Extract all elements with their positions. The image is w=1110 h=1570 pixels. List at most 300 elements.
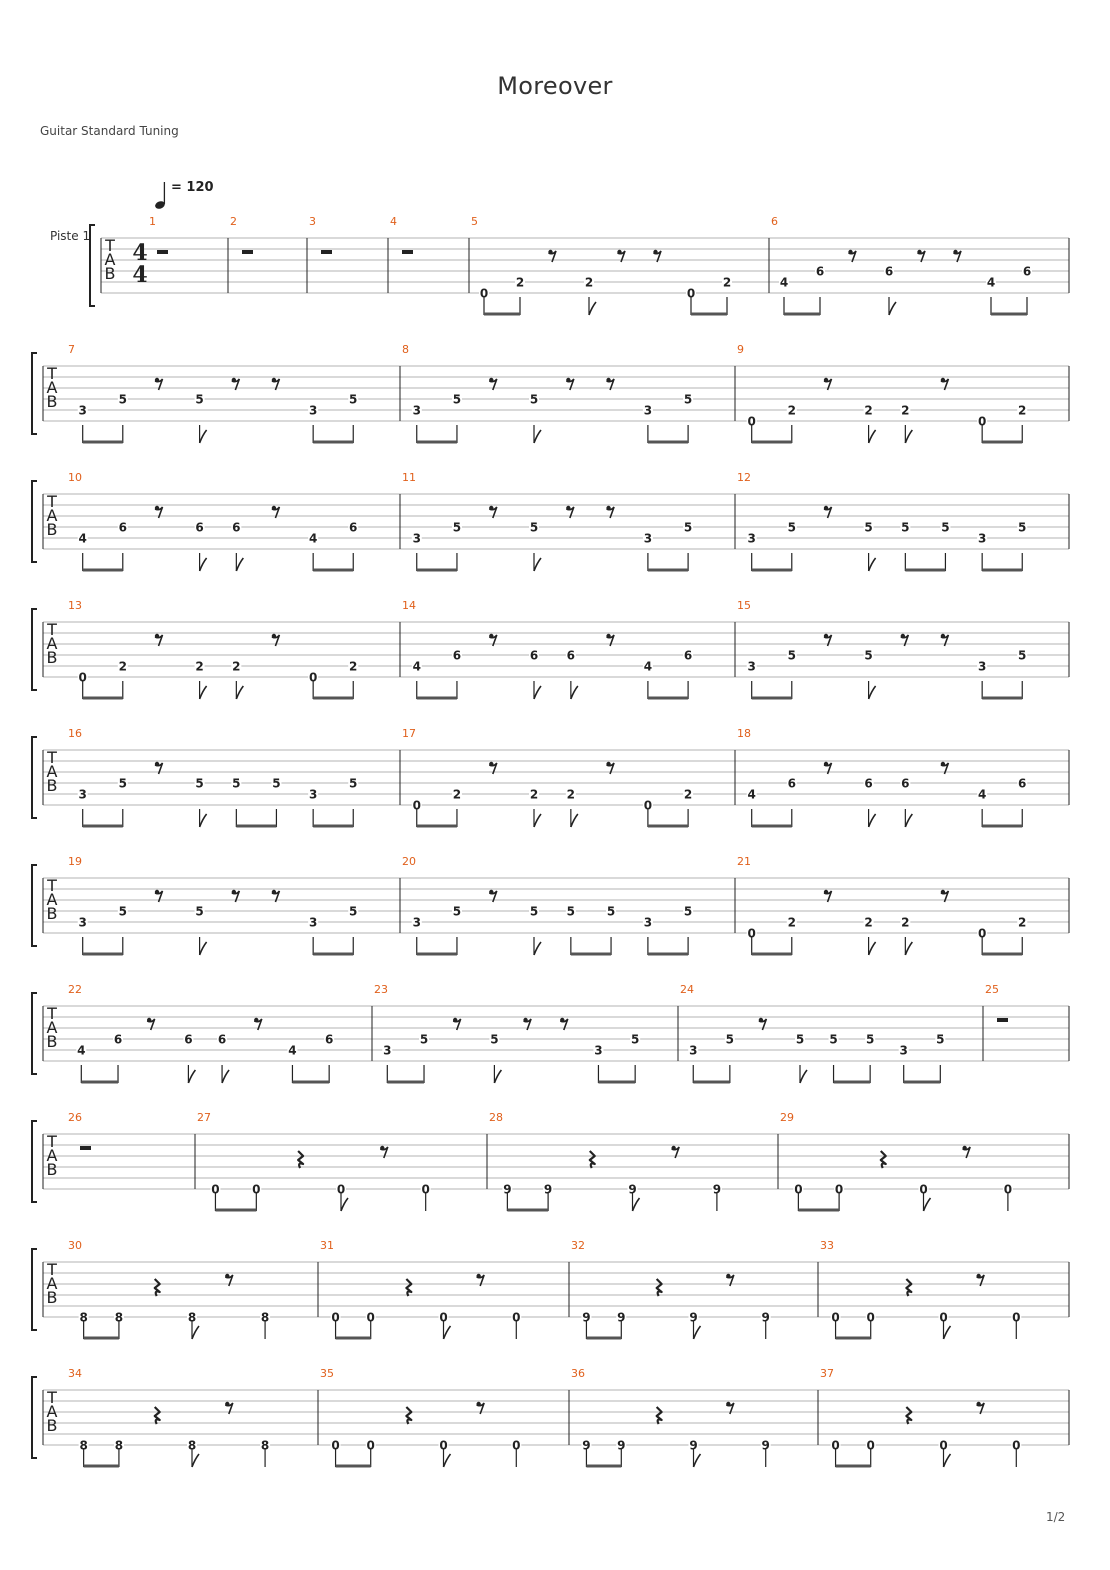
beam [982, 697, 1022, 700]
tab-clef-letter: B [46, 1032, 58, 1051]
fret-number: 6 [815, 264, 825, 279]
tab-clef-letter: B [46, 1288, 58, 1307]
fret-number: 6 [683, 648, 693, 663]
bar-number: 10 [68, 471, 82, 484]
fret-number: 9 [543, 1182, 553, 1197]
quarter-rest-icon [298, 1151, 303, 1168]
fret-number: 2 [683, 787, 693, 802]
eighth-flag-icon [869, 558, 876, 571]
fret-number: 2 [1018, 403, 1027, 418]
fret-number: 6 [1018, 776, 1027, 791]
bar-number: 9 [737, 343, 744, 356]
fret-number: 6 [787, 776, 796, 791]
eighth-flag-icon [905, 430, 912, 443]
tab-clef-letter: A [46, 634, 58, 653]
fret-number: 2 [529, 787, 539, 802]
fret-number: 0 [336, 1182, 346, 1197]
fret-number: 2 [349, 659, 358, 674]
fret-number: 0 [78, 670, 87, 685]
beam [904, 1081, 941, 1084]
fret-number: 2 [901, 403, 910, 418]
page-number: 1/2 [1046, 1510, 1066, 1524]
fret-number: 5 [452, 904, 462, 919]
quarter-rest-icon [657, 1279, 662, 1296]
bar-number: 23 [374, 983, 388, 996]
beam [292, 1081, 329, 1084]
tab-clef-letter: B [46, 1160, 58, 1179]
beam [982, 953, 1022, 956]
tab-clef-letter: T [47, 876, 57, 895]
fret-number: 0 [919, 1182, 928, 1197]
eighth-flag-icon [534, 942, 541, 955]
eighth-flag-icon [192, 1326, 199, 1339]
quarter-rest-icon [906, 1279, 911, 1296]
fret-number: 5 [683, 904, 693, 919]
fret-number: 4 [977, 787, 987, 802]
fret-number: 5 [349, 904, 358, 919]
fret-number: 3 [308, 915, 318, 930]
fret-number: 0 [831, 1438, 840, 1453]
fret-number: 2 [232, 659, 241, 674]
eighth-flag-icon [236, 686, 243, 699]
eighth-flag-icon [571, 686, 578, 699]
bar-number: 17 [402, 727, 416, 740]
beam [836, 1337, 871, 1340]
bar-number: 24 [680, 983, 694, 996]
fret-number: 0 [439, 1310, 448, 1325]
fret-number: 2 [515, 275, 525, 290]
eighth-flag-icon [571, 814, 578, 827]
fret-number: 3 [747, 659, 756, 674]
tab-clef-letter: A [46, 1274, 58, 1293]
eighth-flag-icon [800, 1070, 807, 1083]
beam [752, 441, 792, 444]
tab-clef-letter: A [46, 1146, 58, 1165]
fret-number: 4 [779, 275, 789, 290]
system-bracket [90, 225, 95, 306]
tab-clef-letter: B [46, 776, 58, 795]
score-title: Moreover [497, 72, 613, 100]
fret-number: 9 [617, 1310, 626, 1325]
eighth-flag-icon [444, 1326, 451, 1339]
fret-number: 8 [187, 1438, 197, 1453]
beam [586, 1337, 621, 1340]
beam [752, 825, 792, 828]
track-name: Piste 1 [50, 229, 91, 243]
eighth-flag-icon [694, 1326, 701, 1339]
fret-number: 0 [1012, 1438, 1021, 1453]
bar-number: 28 [489, 1111, 503, 1124]
fret-number: 4 [643, 659, 653, 674]
fret-number: 6 [452, 648, 462, 663]
eighth-flag-icon [944, 1454, 951, 1467]
fret-number: 6 [184, 1032, 193, 1047]
bar-number: 1 [149, 215, 156, 228]
fret-number: 3 [594, 1043, 603, 1058]
bar-number: 7 [68, 343, 75, 356]
bar-number: 4 [390, 215, 397, 228]
beam [752, 697, 792, 700]
fret-number: 3 [78, 915, 87, 930]
beam [905, 569, 945, 572]
beam [84, 1337, 119, 1340]
bar-number: 20 [402, 855, 416, 868]
tab-clef-letter: A [46, 1018, 58, 1037]
fret-number: 4 [78, 531, 87, 546]
fret-number: 5 [1018, 648, 1027, 663]
tab-clef-letter: A [104, 250, 116, 269]
tab-clef-letter: B [46, 1416, 58, 1435]
fret-number: 5 [118, 392, 127, 407]
fret-number: 5 [606, 904, 616, 919]
fret-number: 8 [187, 1310, 197, 1325]
fret-number: 8 [260, 1438, 270, 1453]
fret-number: 0 [366, 1438, 375, 1453]
fret-number: 5 [195, 904, 204, 919]
beam [336, 1465, 371, 1468]
bar-number: 26 [68, 1111, 82, 1124]
eighth-flag-icon [924, 1198, 931, 1211]
beam [586, 1465, 621, 1468]
bar-number: 36 [571, 1367, 585, 1380]
fret-number: 5 [936, 1032, 945, 1047]
beam [598, 1081, 635, 1084]
beam [982, 441, 1022, 444]
fret-number: 2 [901, 915, 910, 930]
beam [648, 441, 688, 444]
fret-number: 0 [1012, 1310, 1021, 1325]
quarter-rest-icon [155, 1407, 160, 1424]
tab-clef-letter: T [47, 364, 57, 383]
quarter-rest-icon [881, 1151, 886, 1168]
fret-number: 3 [412, 531, 421, 546]
beam [991, 313, 1027, 316]
beam [313, 953, 353, 956]
bar-number: 8 [402, 343, 409, 356]
system-bracket [32, 1377, 37, 1458]
fret-number: 9 [503, 1182, 512, 1197]
bar-number: 29 [780, 1111, 794, 1124]
tab-clef-letter: T [47, 492, 57, 511]
fret-number: 4 [77, 1043, 86, 1058]
system-bracket [32, 737, 37, 818]
fret-number: 0 [747, 414, 756, 429]
tab-clef-letter: B [104, 264, 116, 283]
eighth-flag-icon [589, 302, 596, 315]
fret-number: 0 [939, 1438, 948, 1453]
fret-number: 5 [195, 392, 204, 407]
eighth-flag-icon [236, 558, 243, 571]
fret-number: 5 [529, 520, 539, 535]
fret-number: 5 [725, 1032, 735, 1047]
fret-number: 6 [118, 520, 127, 535]
eighth-flag-icon [192, 1454, 199, 1467]
fret-number: 0 [366, 1310, 375, 1325]
beam [313, 697, 353, 700]
system-bracket [32, 1121, 37, 1202]
eighth-flag-icon [869, 686, 876, 699]
beam [798, 1209, 839, 1212]
fret-number: 0 [866, 1438, 875, 1453]
bar-number: 33 [820, 1239, 834, 1252]
bar-number: 34 [68, 1367, 82, 1380]
fret-number: 0 [977, 414, 987, 429]
tab-clef-letter: A [46, 506, 58, 525]
beam [836, 1465, 871, 1468]
fret-number: 5 [195, 776, 204, 791]
fret-number: 0 [643, 798, 653, 813]
fret-number: 0 [252, 1182, 261, 1197]
fret-number: 8 [114, 1310, 124, 1325]
fret-number: 9 [689, 1438, 698, 1453]
system-bracket [32, 993, 37, 1074]
fret-number: 8 [260, 1310, 270, 1325]
beam [648, 825, 688, 828]
fret-number: 3 [643, 915, 653, 930]
fret-number: 5 [419, 1032, 429, 1047]
fret-number: 5 [349, 392, 358, 407]
fret-number: 5 [901, 520, 910, 535]
bar-number: 3 [309, 215, 316, 228]
fret-number: 5 [490, 1032, 499, 1047]
bar-number: 31 [320, 1239, 334, 1252]
beam [417, 569, 457, 572]
beam [417, 697, 457, 700]
beam [83, 953, 123, 956]
fret-number: 5 [864, 648, 873, 663]
bar-number: 27 [197, 1111, 211, 1124]
fret-number: 6 [195, 520, 204, 535]
eighth-flag-icon [944, 1326, 951, 1339]
fret-number: 8 [114, 1438, 124, 1453]
bar-number: 5 [471, 215, 478, 228]
bar-number: 16 [68, 727, 82, 740]
fret-number: 2 [722, 275, 732, 290]
beam [417, 441, 457, 444]
fret-number: 5 [683, 520, 693, 535]
eighth-flag-icon [869, 814, 876, 827]
bar-number: 19 [68, 855, 82, 868]
beam [571, 953, 611, 956]
fret-number: 2 [584, 275, 594, 290]
fret-number: 4 [747, 787, 756, 802]
fret-number: 5 [941, 520, 950, 535]
fret-number: 6 [232, 520, 241, 535]
fret-number: 5 [529, 392, 539, 407]
eighth-flag-icon [200, 814, 207, 827]
eighth-flag-icon [869, 942, 876, 955]
fret-number: 5 [118, 776, 127, 791]
fret-number: 4 [412, 659, 421, 674]
fret-number: 9 [761, 1438, 770, 1453]
fret-number: 3 [412, 403, 421, 418]
tab-clef-letter: B [46, 392, 58, 411]
beam [313, 569, 353, 572]
tab-clef-letter: B [46, 904, 58, 923]
system-bracket [32, 865, 37, 946]
beam [648, 569, 688, 572]
tab-clef-letter: T [47, 1004, 57, 1023]
beam [83, 569, 123, 572]
quarter-rest-icon [406, 1407, 411, 1424]
fret-number: 9 [761, 1310, 770, 1325]
eighth-flag-icon [200, 686, 207, 699]
eighth-flag-icon [889, 302, 896, 315]
fret-number: 6 [566, 648, 576, 663]
fret-number: 5 [232, 776, 241, 791]
tab-clef-letter: T [47, 1388, 57, 1407]
fret-number: 0 [686, 286, 696, 301]
system-bracket [32, 353, 37, 434]
bar-number: 25 [985, 983, 999, 996]
fret-number: 5 [1018, 520, 1027, 535]
eighth-flag-icon [534, 814, 541, 827]
tab-clef-letter: A [46, 378, 58, 397]
fret-number: 5 [566, 904, 576, 919]
fret-number: 5 [118, 904, 127, 919]
beam [834, 1081, 871, 1084]
fret-number: 5 [787, 520, 796, 535]
bar-number: 6 [771, 215, 778, 228]
fret-number: 3 [78, 787, 87, 802]
fret-number: 0 [939, 1310, 948, 1325]
whole-rest-icon [321, 250, 332, 254]
fret-number: 5 [272, 776, 281, 791]
bar-number: 22 [68, 983, 82, 996]
beam [982, 825, 1022, 828]
system-bracket [32, 1249, 37, 1330]
tab-clef-letter: A [46, 890, 58, 909]
fret-number: 3 [977, 659, 987, 674]
beam [336, 1337, 371, 1340]
fret-number: 0 [211, 1182, 220, 1197]
fret-number: 5 [349, 776, 358, 791]
fret-number: 2 [118, 659, 127, 674]
tab-clef-letter: T [47, 1132, 57, 1151]
tab-clef-letter: T [47, 1260, 57, 1279]
fret-number: 3 [78, 403, 87, 418]
system-bracket [32, 481, 37, 562]
fret-number: 0 [439, 1438, 448, 1453]
fret-number: 5 [683, 392, 693, 407]
whole-rest-icon [242, 250, 253, 254]
beam [81, 1081, 118, 1084]
beam [648, 697, 688, 700]
fret-number: 3 [643, 531, 653, 546]
bar-number: 30 [68, 1239, 82, 1252]
fret-number: 4 [308, 531, 318, 546]
beam [417, 825, 457, 828]
whole-rest-icon [997, 1018, 1008, 1022]
tab-clef-letter: A [46, 1402, 58, 1421]
tab-clef-letter: A [46, 762, 58, 781]
eighth-flag-icon [200, 430, 207, 443]
fret-number: 5 [865, 1032, 875, 1047]
beam [982, 569, 1022, 572]
quarter-rest-icon [590, 1151, 595, 1168]
beam [84, 1465, 119, 1468]
fret-number: 0 [794, 1182, 803, 1197]
beam [215, 1209, 256, 1212]
fret-number: 9 [582, 1438, 591, 1453]
fret-number: 2 [787, 403, 796, 418]
fret-number: 6 [113, 1032, 123, 1047]
fret-number: 3 [412, 915, 421, 930]
fret-number: 4 [288, 1043, 297, 1058]
fret-number: 6 [884, 264, 894, 279]
time-signature-digit: 4 [132, 262, 148, 288]
beam [693, 1081, 730, 1084]
beam [691, 313, 727, 316]
beam [484, 313, 520, 316]
tempo-value: = 120 [171, 180, 214, 195]
eighth-flag-icon [869, 430, 876, 443]
fret-number: 5 [529, 904, 539, 919]
fret-number: 4 [986, 275, 996, 290]
fret-number: 5 [795, 1032, 805, 1047]
fret-number: 6 [529, 648, 539, 663]
fret-number: 3 [308, 403, 318, 418]
fret-number: 6 [901, 776, 910, 791]
fret-number: 0 [512, 1438, 521, 1453]
fret-number: 9 [617, 1438, 626, 1453]
fret-number: 0 [866, 1310, 875, 1325]
system-bracket [32, 609, 37, 690]
fret-number: 0 [834, 1182, 844, 1197]
fret-number: 5 [787, 648, 796, 663]
fret-number: 6 [324, 1032, 334, 1047]
fret-number: 0 [1003, 1182, 1013, 1197]
quarter-rest-icon [906, 1407, 911, 1424]
beam [648, 953, 688, 956]
fret-number: 0 [421, 1182, 430, 1197]
tab-clef-letter: T [47, 748, 57, 767]
quarter-rest-icon [406, 1279, 411, 1296]
fret-number: 5 [452, 520, 462, 535]
tab-clef-letter: T [47, 620, 57, 639]
fret-number: 2 [1018, 915, 1027, 930]
bar-number: 35 [320, 1367, 334, 1380]
fret-number: 8 [79, 1438, 88, 1453]
beam [417, 953, 457, 956]
beam [83, 825, 123, 828]
bar-number: 18 [737, 727, 751, 740]
fret-number: 0 [977, 926, 987, 941]
fret-number: 9 [689, 1310, 698, 1325]
fret-number: 2 [452, 787, 462, 802]
bar-number: 32 [571, 1239, 585, 1252]
whole-rest-icon [157, 250, 168, 254]
fret-number: 5 [452, 392, 462, 407]
bar-number: 21 [737, 855, 751, 868]
fret-number: 6 [349, 520, 358, 535]
eighth-flag-icon [341, 1198, 348, 1211]
eighth-flag-icon [905, 942, 912, 955]
fret-number: 3 [689, 1043, 698, 1058]
fret-number: 5 [630, 1032, 640, 1047]
eighth-flag-icon [633, 1198, 640, 1211]
eighth-flag-icon [534, 558, 541, 571]
eighth-flag-icon [534, 686, 541, 699]
eighth-flag-icon [494, 1070, 501, 1083]
bar-number: 13 [68, 599, 82, 612]
fret-number: 0 [512, 1310, 521, 1325]
beam [313, 825, 353, 828]
quarter-rest-icon [657, 1407, 662, 1424]
beam [83, 697, 123, 700]
fret-number: 0 [412, 798, 421, 813]
fret-number: 5 [864, 520, 873, 535]
